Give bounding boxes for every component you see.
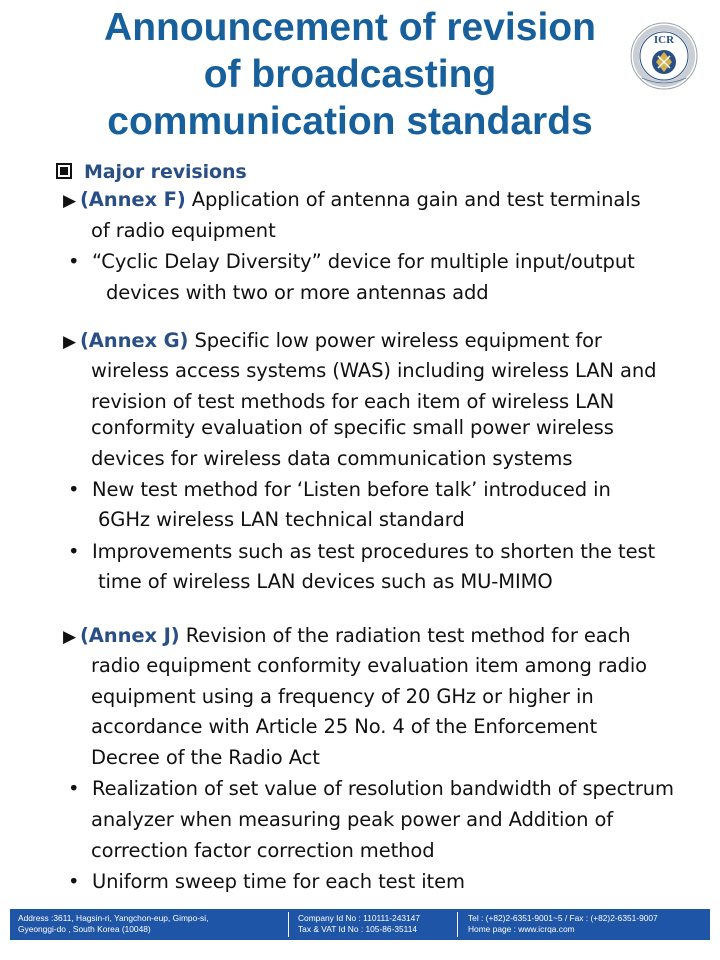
dot-bullet-icon: • (68, 870, 80, 893)
footer-contact: Tel : (+82)2-6351-9001~5 / Fax : (+82)2-6351-9007 Home page : www.icrqa.com (468, 913, 658, 934)
annex-g-line-3: revision of test methods for each item of wireless LAN (91, 390, 615, 413)
footer-company-ids: Company Id No : 110111-243147 Tax & VAT Id No : 105-86-35114 (298, 913, 420, 934)
annex-g-label: (Annex G) (79, 329, 189, 352)
page-title (60, 4, 640, 145)
triangle-bullet-icon: ▶ (63, 332, 76, 352)
triangle-bullet-icon: ▶ (63, 191, 76, 211)
annex-j-line-2: radio equipment conformity evaluation item among radio (91, 654, 648, 677)
annex-j-line-4: accordance with Article 25 No. 4 of the Enforcement (91, 715, 597, 738)
logo-text: ICR (653, 34, 675, 46)
annex-g-line-2: wireless access systems (WAS) including wireless LAN and (91, 359, 657, 382)
annex-j-bullet-1: • Realization of set value of resolution bandwidth of spectrum (68, 777, 674, 800)
annex-g-bullet-2-cont: time of wireless LAN devices such as MU-MIMO (98, 570, 553, 593)
major-revisions-heading: Major revisions (56, 161, 247, 183)
annex-g-line-4: conformity evaluation of specific small power wireless (91, 416, 614, 439)
annex-f-line-1: ▶ (Annex F) Application of antenna gain and test terminals (63, 188, 641, 211)
dot-bullet-icon: • (68, 250, 80, 273)
annex-g-bullet-1: • New test method for ‘Listen before talk’ introduced in (68, 478, 611, 501)
annex-j-line-1: ▶ (Annex J) Revision of the radiation test method for each (63, 624, 631, 647)
annex-g-line-1: ▶ (Annex G) Specific low power wireless equipment for (63, 329, 602, 352)
dot-bullet-icon: • (68, 540, 80, 563)
icr-logo (630, 22, 698, 90)
footer-address: Address :3611, Hagsin-ri, Yangchon-eup, Gimpo-si, Gyeonggi-do , South Korea (10048) (18, 913, 209, 934)
annex-j-bullet-1-cont-1: analyzer when measuring peak power and Addition of (91, 808, 614, 831)
annex-j-line-5: Decree of the Radio Act (91, 746, 320, 769)
square-bullet-icon (56, 163, 72, 179)
footer-divider (457, 912, 458, 937)
footer-bar (10, 909, 710, 940)
annex-g-line-5: devices for wireless data communication systems (91, 447, 573, 470)
annex-f-bullet-1-cont: devices with two or more antennas add (106, 281, 489, 304)
homepage-link[interactable]: Home page : www.icrqa.com (468, 924, 575, 934)
annex-g-bullet-1-cont: 6GHz wireless LAN technical standard (98, 508, 465, 531)
title-line-2: of broadcasting (203, 53, 497, 96)
annex-f-bullet-1: • “Cyclic Delay Diversity” device for multiple input/output (68, 250, 635, 273)
title-line-3: communication standards (107, 100, 593, 143)
dot-bullet-icon: • (68, 777, 80, 800)
annex-g-bullet-2: • Improvements such as test procedures to shorten the test (68, 540, 656, 563)
footer-divider (288, 912, 289, 937)
dot-bullet-icon: • (68, 478, 80, 501)
annex-j-bullet-2: • Uniform sweep time for each test item (68, 870, 465, 893)
title-line-1: Announcement of revision (104, 6, 596, 49)
annex-j-line-3: equipment using a frequency of 20 GHz or higher in (91, 685, 594, 708)
annex-j-bullet-1-cont-2: correction factor correction method (91, 839, 435, 862)
annex-f-line-2: of radio equipment (91, 219, 276, 242)
triangle-bullet-icon: ▶ (63, 627, 76, 647)
annex-j-label: (Annex J) (79, 624, 180, 647)
annex-f-label: (Annex F) (79, 188, 186, 211)
